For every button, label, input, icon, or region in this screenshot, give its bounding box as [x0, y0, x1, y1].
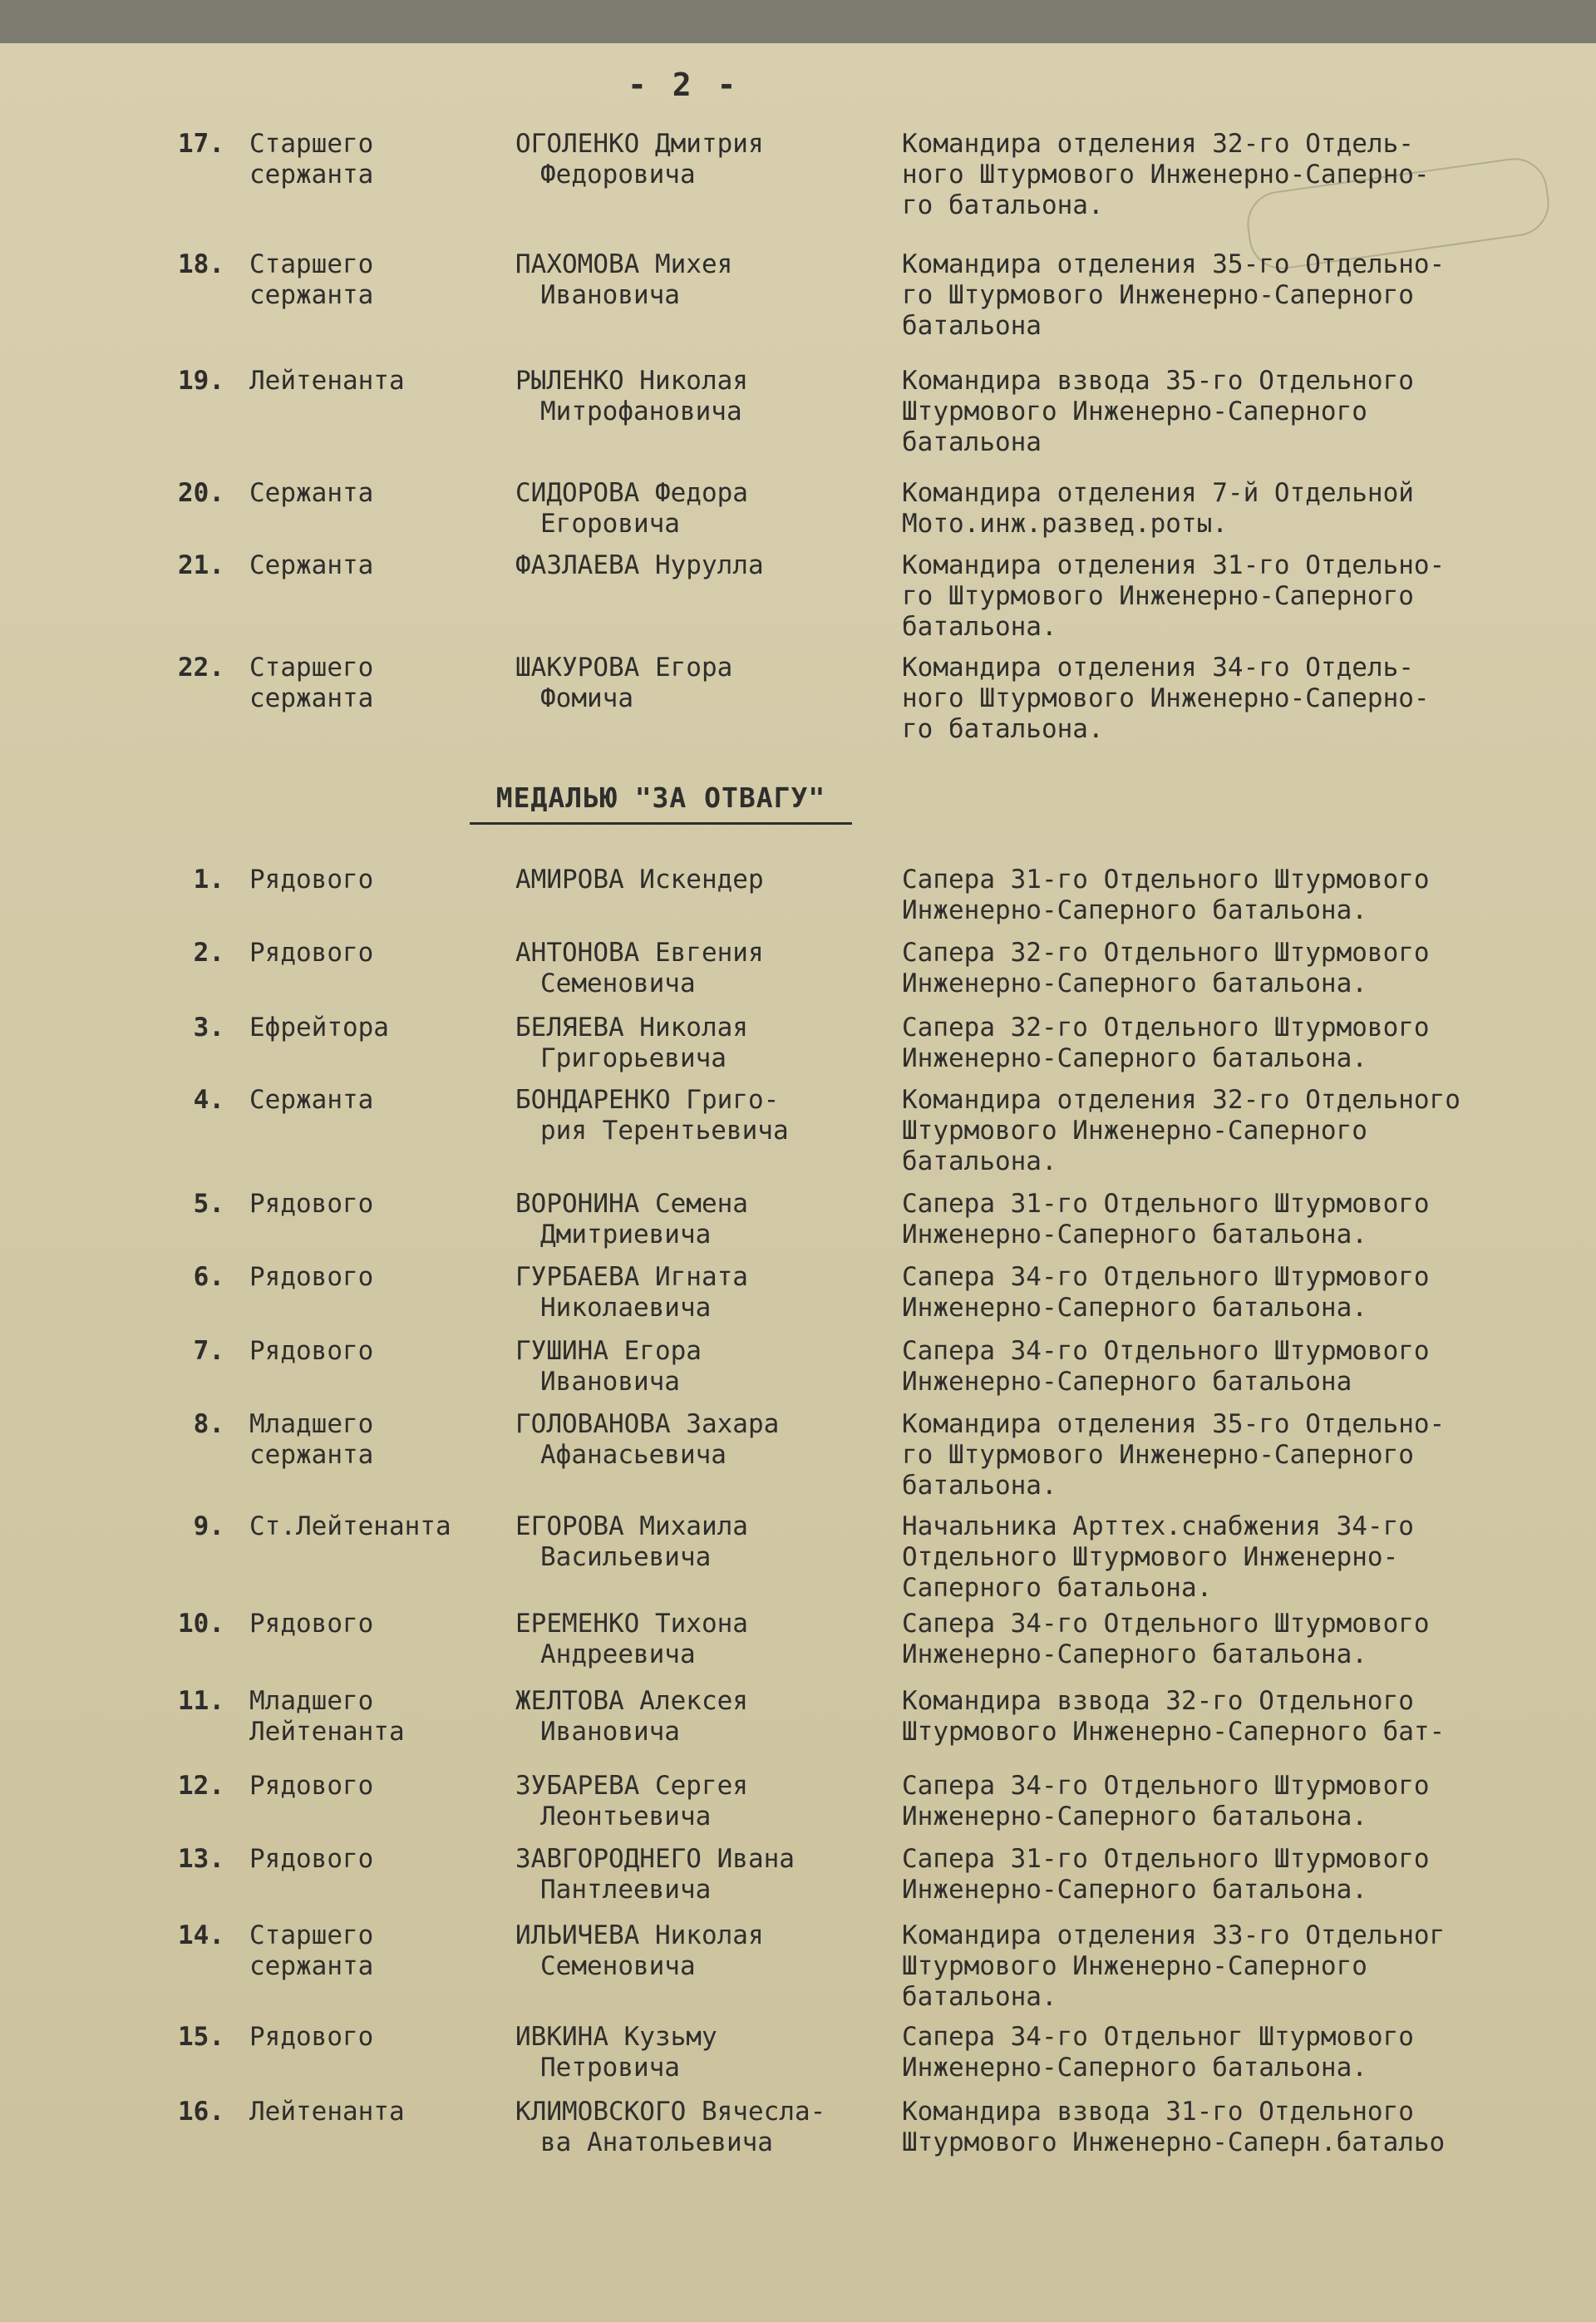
entry-rank-line: Рядового [249, 1844, 374, 1874]
entry-unit-line: Сапера 34-го Отдельного Штурмового [902, 1609, 1430, 1639]
entry-name-line: Петровича [540, 2053, 680, 2083]
entry-name [515, 249, 881, 311]
entry-unit [902, 1844, 1584, 1905]
entry-unit-line: ного Штурмового Инженерно-Саперно- [902, 160, 1430, 190]
entry-number: 21. [178, 550, 224, 580]
entry-name [515, 1262, 881, 1324]
entry-name-line: ПАХОМОВА Михея [515, 249, 733, 279]
entry-unit-line: Инженерно-Саперного батальона. [902, 1639, 1367, 1669]
entry-unit [902, 129, 1584, 221]
entry-unit-line: го Штурмового Инженерно-Саперного [902, 1440, 1414, 1470]
entry-name-line: ИЛЬИЧЕВА Николая [515, 1920, 764, 1950]
entry-name-line: Григорьевича [540, 1043, 727, 1073]
entry-number: 10. [178, 1609, 224, 1639]
entry-rank [249, 2097, 524, 2127]
entry-number: 7. [193, 1336, 224, 1366]
entry-rank [249, 1511, 524, 1542]
entry-rank [249, 1609, 524, 1639]
entry-name [515, 1189, 881, 1250]
entry-name [515, 865, 881, 895]
entry-rank [249, 1844, 524, 1875]
entry-name-line: Васильевича [540, 1542, 712, 1572]
entry-unit-line: Сапера 32-го Отдельного Штурмового [902, 1013, 1430, 1043]
entry-unit-line: го Штурмового Инженерно-Саперного [902, 581, 1414, 611]
entry-name-line: рия Терентьевича [540, 1116, 789, 1146]
entry-unit [902, 1085, 1584, 1177]
entry-rank-line: Рядового [249, 1771, 374, 1801]
entry-rank-line: сержанта [249, 683, 374, 713]
entry-name [515, 1409, 881, 1471]
entry-unit-line: Инженерно-Саперного батальона. [902, 1043, 1367, 1073]
entry-name [515, 1609, 881, 1670]
entry-unit-line: Командира отделения 31-го Отдельно- [902, 550, 1446, 580]
entry-rank-line: Рядового [249, 2022, 374, 2052]
entry-name-line: ГОЛОВАНОВА Захара [515, 1409, 780, 1439]
entry-name [515, 550, 881, 581]
entry-name-line: Андреевича [540, 1639, 696, 1669]
entry-unit [902, 1920, 1584, 2013]
entry-unit-line: Сапера 34-го Отдельног Штурмового [902, 2022, 1414, 2052]
entry-unit-line: го батальона. [902, 714, 1104, 744]
entry-unit-line: Командира отделения 7-й Отдельной [902, 478, 1414, 508]
entry-name-line: АМИРОВА Искендер [515, 865, 764, 895]
entry-unit [902, 1189, 1584, 1250]
entry-name [515, 938, 881, 999]
entry-name-line: БЕЛЯЕВА Николая [515, 1013, 748, 1043]
entry-number: 13. [178, 1844, 224, 1874]
entry-number: 19. [178, 366, 224, 396]
entry-rank [249, 550, 524, 581]
entry-number: 6. [193, 1262, 224, 1292]
entry-name-line: Ивановича [540, 280, 680, 310]
entry-rank [249, 1085, 524, 1116]
entry-rank-line: Старшего [249, 129, 374, 159]
entry-number: 18. [178, 249, 224, 279]
entry-unit [902, 1609, 1584, 1670]
entry-rank-line: Старшего [249, 249, 374, 279]
entry-rank-line: Сержанта [249, 478, 374, 508]
entry-number: 17. [178, 129, 224, 159]
entry-name-line: АНТОНОВА Евгения [515, 938, 764, 968]
entry-name-line: Пантлеевича [540, 1875, 712, 1905]
entry-number: 4. [193, 1085, 224, 1115]
entry-unit-line: ного Штурмового Инженерно-Саперно- [902, 683, 1430, 713]
entry-rank [249, 1013, 524, 1043]
entry-unit-line: Начальника Арттех.снабжения 34-го [902, 1511, 1414, 1541]
entry-unit [902, 1336, 1584, 1398]
entry-unit [902, 550, 1584, 643]
entry-unit-line: Штурмового Инженерно-Саперн.батальо [902, 2127, 1446, 2157]
entry-rank [249, 1686, 524, 1748]
entry-rank-line: сержанта [249, 280, 374, 310]
entry-name-line: ИВКИНА Кузьму [515, 2022, 717, 2052]
entry-number: 2. [193, 938, 224, 968]
entry-name-line: ОГОЛЕНКО Дмитрия [515, 129, 764, 159]
entry-name-line: Федоровича [540, 160, 696, 190]
entry-name [515, 1336, 881, 1398]
entry-unit-line: батальона [902, 427, 1042, 457]
scan-top-border [0, 0, 1596, 43]
entry-rank [249, 478, 524, 509]
entry-unit [902, 366, 1584, 458]
entry-unit-line: Сапера 31-го Отдельного Штурмового [902, 1189, 1430, 1219]
entry-unit [902, 2022, 1584, 2083]
entry-unit-line: Сапера 32-го Отдельного Штурмового [902, 938, 1430, 968]
entry-number: 1. [193, 865, 224, 895]
entry-rank [249, 1262, 524, 1293]
entry-number: 22. [178, 653, 224, 683]
entry-rank-line: сержанта [249, 160, 374, 190]
entry-rank-line: Рядового [249, 1336, 374, 1366]
entry-unit-line: Сапера 34-го Отдельного Штурмового [902, 1262, 1430, 1292]
entry-unit-line: Инженерно-Саперного батальона. [902, 1220, 1367, 1250]
entry-unit-line: Инженерно-Саперного батальона. [902, 969, 1367, 998]
entry-name-line: Николаевича [540, 1293, 712, 1323]
entry-rank [249, 249, 524, 311]
entry-name [515, 1844, 881, 1905]
entry-rank [249, 653, 524, 714]
entry-name-line: ЗАВГОРОДНЕГО Ивана [515, 1844, 795, 1874]
entry-unit-line: Командира взвода 32-го Отдельного [902, 1686, 1414, 1716]
entry-number: 16. [178, 2097, 224, 2127]
entry-unit-line: Штурмового Инженерно-Саперного бат- [902, 1717, 1446, 1747]
entry-unit-line: Инженерно-Саперного батальона. [902, 1875, 1367, 1905]
entry-unit [902, 938, 1584, 999]
entry-unit-line: Сапера 34-го Отдельного Штурмового [902, 1771, 1430, 1801]
entry-number: 11. [178, 1686, 224, 1716]
entry-rank [249, 129, 524, 190]
entry-rank [249, 1920, 524, 1982]
entry-unit [902, 1771, 1584, 1832]
entry-name-line: Ивановича [540, 1367, 680, 1397]
entry-unit [902, 1013, 1584, 1074]
entry-unit-line: Сапера 34-го Отдельного Штурмового [902, 1336, 1430, 1366]
entry-unit-line: Мото.инж.развед.роты. [902, 509, 1228, 539]
entry-rank-line: Сержанта [249, 550, 374, 580]
entry-name [515, 1771, 881, 1832]
entry-name [515, 1686, 881, 1748]
entry-name-line: БОНДАРЕНКО Григо- [515, 1085, 780, 1115]
entry-name [515, 1511, 881, 1573]
entry-rank-line: Лейтенанта [249, 2097, 405, 2127]
entry-name-line: Митрофановича [540, 397, 742, 426]
entry-rank [249, 938, 524, 969]
entry-rank-line: Младшего [249, 1409, 374, 1439]
entry-unit-line: Штурмового Инженерно-Саперного [902, 397, 1367, 426]
entry-name-line: Семеновича [540, 1951, 696, 1981]
entry-rank-line: Сержанта [249, 1085, 374, 1115]
entry-unit-line: батальона. [902, 1982, 1057, 2012]
entry-unit-line: Командира отделения 35-го Отдельно- [902, 249, 1446, 279]
entry-name-line: ЗУБАРЕВА Сергея [515, 1771, 748, 1801]
entry-unit-line: Инженерно-Саперного батальона. [902, 895, 1367, 925]
entry-rank-line: Лейтенанта [249, 366, 405, 396]
entry-name-line: Семеновича [540, 969, 696, 998]
entry-unit-line: батальона. [902, 1471, 1057, 1501]
entry-unit-line: Саперного батальона. [902, 1573, 1213, 1603]
entry-name-line: ЕРЕМЕНКО Тихона [515, 1609, 748, 1639]
entry-unit-line: Штурмового Инженерно-Саперного [902, 1951, 1367, 1981]
entry-unit-line: Штурмового Инженерно-Саперного [902, 1116, 1367, 1146]
entry-name-line: Афанасьевича [540, 1440, 727, 1470]
entry-name-line: Леонтьевича [540, 1802, 712, 1831]
entry-number: 15. [178, 2022, 224, 2052]
entry-unit [902, 1409, 1584, 1501]
entry-unit-line: Сапера 31-го Отдельного Штурмового [902, 1844, 1430, 1874]
entry-name-line: Фомича [540, 683, 633, 713]
entry-name [515, 478, 881, 540]
entry-name-line: ГУРБАЕВА Игната [515, 1262, 748, 1292]
entry-unit-line: Инженерно-Саперного батальона. [902, 2053, 1367, 2083]
entry-unit [902, 865, 1584, 926]
entry-unit-line: го батальона. [902, 190, 1104, 220]
entry-number: 8. [193, 1409, 224, 1439]
entry-name [515, 2097, 881, 2158]
entry-rank [249, 1189, 524, 1220]
entry-name-line: ФАЗЛАЕВА Нурулла [515, 550, 764, 580]
entry-name-line: ва Анатольевича [540, 2127, 773, 2157]
entry-rank-line: сержанта [249, 1440, 374, 1470]
entry-rank-line: Рядового [249, 1609, 374, 1639]
entry-rank-line: Рядового [249, 865, 374, 895]
entry-name-line: Ивановича [540, 1717, 680, 1747]
entry-unit-line: Командира отделения 34-го Отдель- [902, 653, 1414, 683]
entry-rank-line: Рядового [249, 1262, 374, 1292]
entry-rank-line: Лейтенанта [249, 1717, 405, 1747]
entry-unit-line: Командира отделения 32-го Отдель- [902, 129, 1414, 159]
entry-name-line: СИДОРОВА Федора [515, 478, 748, 508]
entry-name [515, 1920, 881, 1982]
entry-rank-line: Старшего [249, 653, 374, 683]
entry-name-line: ЖЕЛТОВА Алексея [515, 1686, 748, 1716]
entry-name-line: Егоровича [540, 509, 680, 539]
entry-name-line: ШАКУРОВА Егора [515, 653, 733, 683]
entry-unit-line: Инженерно-Саперного батальона. [902, 1802, 1367, 1831]
entry-number: 3. [193, 1013, 224, 1043]
entry-rank [249, 865, 524, 895]
entry-unit-line: батальона. [902, 1146, 1057, 1176]
entry-name [515, 366, 881, 427]
entry-unit-line: Командира отделения 32-го Отдельного [902, 1085, 1461, 1115]
entry-name [515, 129, 881, 190]
entry-unit [902, 1262, 1584, 1324]
entry-number: 20. [178, 478, 224, 508]
entry-rank [249, 1409, 524, 1471]
entry-name-line: РЫЛЕНКО Николая [515, 366, 748, 396]
entry-rank-line: Старшего [249, 1920, 374, 1950]
entry-name [515, 653, 881, 714]
page-number: - 2 - [628, 67, 740, 103]
entry-unit [902, 478, 1584, 540]
entry-unit-line: Командира отделения 35-го Отдельно- [902, 1409, 1446, 1439]
section-title-medal-for-courage: МЕДАЛЬЮ "ЗА ОТВАГУ" [470, 781, 852, 825]
entry-rank [249, 1336, 524, 1367]
entry-rank-line: Младшего [249, 1686, 374, 1716]
entry-name-line: Дмитриевича [540, 1220, 712, 1250]
entry-rank [249, 2022, 524, 2053]
entry-unit-line: Инженерно-Саперного батальона [902, 1367, 1352, 1397]
entry-rank-line: Рядового [249, 938, 374, 968]
entry-unit-line: Сапера 31-го Отдельного Штурмового [902, 865, 1430, 895]
entry-unit [902, 2097, 1584, 2158]
entry-name [515, 1013, 881, 1074]
entry-rank-line: сержанта [249, 1951, 374, 1981]
entry-rank [249, 366, 524, 397]
entry-rank-line: Рядового [249, 1189, 374, 1219]
entry-unit-line: Инженерно-Саперного батальона. [902, 1293, 1367, 1323]
entry-unit-line: Отдельного Штурмового Инженерно- [902, 1542, 1399, 1572]
entry-unit [902, 1686, 1584, 1748]
entry-unit-line: Командира взвода 31-го Отдельного [902, 2097, 1414, 2127]
entry-name-line: ВОРОНИНА Семена [515, 1189, 748, 1219]
entry-unit-line: Командира отделения 33-го Отдельног [902, 1920, 1446, 1950]
entry-number: 9. [193, 1511, 224, 1541]
entry-unit-line: батальона. [902, 612, 1057, 642]
entry-rank-line: Ст.Лейтенанта [249, 1511, 451, 1541]
entry-name-line: ГУШИНА Егора [515, 1336, 702, 1366]
entry-number: 14. [178, 1920, 224, 1950]
entry-name-line: КЛИМОВСКОГО Вячесла- [515, 2097, 826, 2127]
entry-unit [902, 1511, 1584, 1604]
entry-unit [902, 653, 1584, 745]
entry-rank-line: Ефрейтора [249, 1013, 389, 1043]
entry-rank [249, 1771, 524, 1802]
entry-unit-line: Командира взвода 35-го Отдельного [902, 366, 1414, 396]
entry-name [515, 2022, 881, 2083]
entry-unit [902, 249, 1584, 342]
entry-number: 12. [178, 1771, 224, 1801]
entry-unit-line: го Штурмового Инженерно-Саперного [902, 280, 1414, 310]
entry-number: 5. [193, 1189, 224, 1219]
entry-name-line: ЕГОРОВА Михаила [515, 1511, 748, 1541]
entry-name [515, 1085, 881, 1146]
entry-unit-line: батальона [902, 311, 1042, 341]
